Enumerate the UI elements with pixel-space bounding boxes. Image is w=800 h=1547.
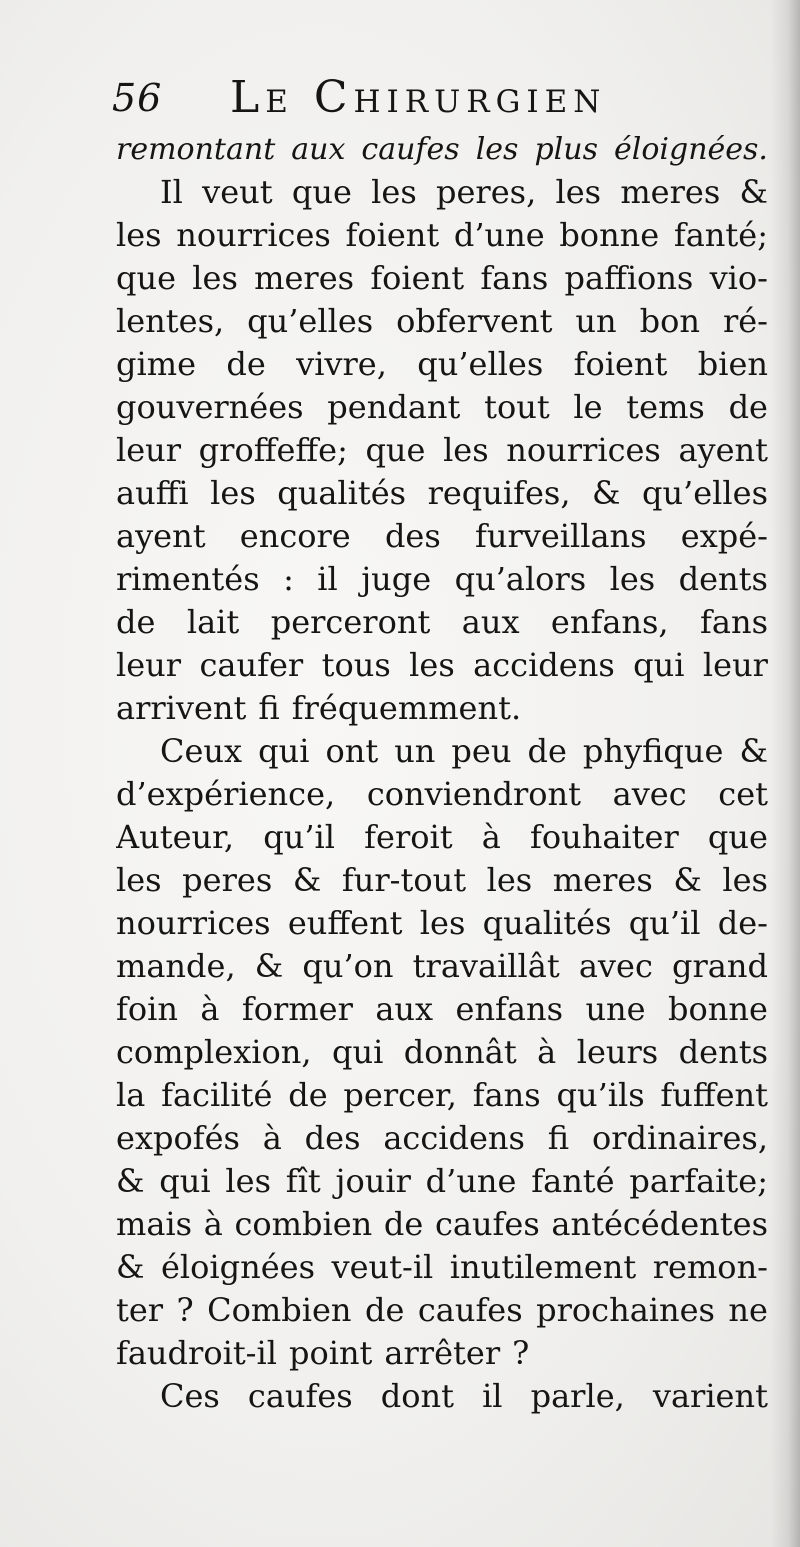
word: bon: [639, 302, 700, 340]
word: feroit: [364, 818, 453, 856]
word: caufes: [361, 132, 460, 167]
word: les: [609, 560, 656, 598]
word: que: [291, 173, 352, 211]
word: tous: [321, 646, 391, 684]
text-line: [116, 1031, 768, 1074]
word: qui: [633, 646, 685, 684]
word: complexion,: [116, 1033, 312, 1071]
word: un: [394, 732, 436, 770]
word: arrivent: [116, 689, 247, 727]
word: percer,: [343, 1076, 457, 1114]
text-line: [116, 1117, 768, 1160]
word: Ceux: [160, 732, 243, 770]
word: qu’ils: [556, 1076, 645, 1114]
word: aux: [375, 990, 434, 1028]
word: les: [371, 173, 417, 211]
word: mais: [116, 1205, 193, 1243]
word: facilité: [161, 1076, 273, 1114]
text-line: [116, 128, 768, 171]
word: vivre,: [296, 345, 387, 383]
text-line: [116, 730, 768, 773]
word: d’expérience,: [116, 775, 336, 813]
word: les: [116, 216, 162, 254]
word: fur-tout: [341, 861, 467, 899]
word: ter: [116, 1291, 164, 1329]
word: tems: [626, 388, 705, 426]
word: ?: [176, 1291, 194, 1329]
word: bonne: [559, 216, 660, 254]
word: peres,: [435, 173, 537, 211]
word: fans: [700, 603, 768, 641]
text-line: [116, 1289, 768, 1332]
word: il: [317, 560, 338, 598]
word: peres: [182, 861, 273, 899]
word: foin: [116, 990, 178, 1028]
word: leurs: [576, 1033, 659, 1071]
word: caufes: [417, 1291, 523, 1329]
word: dont: [380, 1377, 454, 1415]
word: obfervent: [396, 302, 553, 340]
word: les: [722, 861, 768, 899]
word: les: [225, 1162, 271, 1200]
word: qu’elles: [247, 302, 374, 340]
word: leur: [116, 646, 182, 684]
word: de: [728, 388, 768, 426]
word: les: [443, 431, 489, 469]
word: ré-: [722, 302, 768, 340]
word: avec: [612, 775, 687, 813]
word: nourrices: [176, 216, 331, 254]
word: travaillât: [412, 947, 560, 985]
word: antécédentes: [551, 1205, 768, 1243]
word: &: [292, 861, 322, 899]
word: qu’il: [628, 904, 701, 942]
word: une: [585, 990, 646, 1028]
word: les: [486, 861, 533, 899]
word: à: [200, 990, 220, 1028]
word: fans: [480, 259, 549, 297]
word: &: [116, 1162, 145, 1200]
text-line: [116, 515, 768, 558]
word: qui: [258, 732, 310, 770]
word: meres: [552, 861, 653, 899]
word: caufer: [199, 646, 304, 684]
word: fouhaiter: [530, 818, 679, 856]
running-title: Le Chirurgien: [230, 72, 607, 123]
word: fanté;: [673, 216, 768, 254]
word: furveillans: [474, 517, 647, 555]
word: de: [364, 1291, 405, 1329]
word: caufes: [434, 1205, 540, 1243]
body-text: [116, 128, 768, 1418]
word: plus: [534, 132, 598, 167]
word: jouir: [335, 1162, 411, 1200]
word: juge: [361, 560, 432, 598]
word: euffent: [287, 904, 403, 942]
word: pendant: [327, 388, 461, 426]
word: des: [304, 1119, 361, 1157]
text-line: [116, 644, 768, 687]
word: à: [481, 818, 501, 856]
word: faudroit-il: [116, 1334, 277, 1372]
page-number: 56: [112, 76, 163, 120]
word: qualités: [277, 474, 407, 512]
word: le: [573, 388, 603, 426]
word: éloignées: [160, 1248, 316, 1286]
word: gouvernées: [116, 388, 304, 426]
word: bien: [697, 345, 768, 383]
word: qui: [159, 1162, 211, 1200]
word: ont: [325, 732, 379, 770]
word: fans: [472, 1076, 541, 1114]
word: des: [384, 517, 441, 555]
word: encore: [239, 517, 351, 555]
word: fanté: [531, 1162, 615, 1200]
word: remon-: [652, 1248, 768, 1286]
word: &: [673, 861, 702, 899]
word: les: [210, 474, 256, 512]
text-line: [116, 300, 768, 343]
word: foient: [370, 259, 465, 297]
word: qu’alors: [454, 560, 587, 598]
word: qu’elles: [641, 474, 768, 512]
word: expé-: [680, 517, 768, 555]
word: qu’on: [302, 947, 394, 985]
word: fréquemment.: [291, 689, 522, 727]
word: Ces: [160, 1377, 220, 1415]
text-line: [116, 214, 768, 257]
word: de-: [717, 904, 768, 942]
word: il: [482, 1377, 503, 1415]
word: enfans: [455, 990, 563, 1028]
word: veut-il: [331, 1248, 434, 1286]
word: à: [262, 1119, 282, 1157]
word: que: [116, 259, 177, 297]
word: peu: [451, 732, 512, 770]
word: lentes,: [116, 302, 225, 340]
word: de: [383, 1205, 424, 1243]
word: de: [226, 345, 266, 383]
word: les: [419, 904, 466, 942]
word: aux: [461, 603, 520, 641]
word: requifes,: [427, 474, 571, 512]
word: parle,: [530, 1377, 625, 1415]
text-line: [116, 171, 768, 214]
word: avec: [578, 947, 653, 985]
word: nourrices: [116, 904, 271, 942]
text-line: [116, 1246, 768, 1289]
word: varient: [652, 1377, 768, 1415]
text-line: [116, 601, 768, 644]
word: dents: [678, 560, 768, 598]
text-line: [116, 945, 768, 988]
word: ordinaires,: [591, 1119, 768, 1157]
word: mande,: [116, 947, 236, 985]
word: cet: [718, 775, 768, 813]
word: les: [116, 861, 162, 899]
word: ayent: [678, 431, 768, 469]
word: Auteur,: [116, 818, 235, 856]
word: vio-: [709, 259, 768, 297]
word: parfaite;: [629, 1162, 768, 1200]
word: auffi: [116, 474, 189, 512]
word: leur: [702, 646, 768, 684]
word: perceront: [270, 603, 431, 641]
word: qui: [331, 1033, 384, 1071]
word: &: [739, 173, 768, 211]
word: fi: [547, 1119, 570, 1157]
word: aux: [291, 132, 346, 167]
word: prochaines: [536, 1291, 715, 1329]
word: accidens: [383, 1119, 525, 1157]
word: expofés: [116, 1119, 240, 1157]
word: Il: [160, 173, 183, 211]
word: qu’elles: [417, 345, 544, 383]
text-line: [116, 257, 768, 300]
word: de: [288, 1076, 328, 1114]
word: la: [116, 1076, 146, 1114]
word: qualités: [482, 904, 612, 942]
word: tout: [484, 388, 550, 426]
word: ne: [728, 1291, 768, 1329]
word: que: [707, 818, 768, 856]
text-line: [116, 386, 768, 429]
word: qu’il: [263, 818, 335, 856]
text-line: [116, 1375, 768, 1418]
word: ?: [512, 1334, 530, 1372]
word: que: [365, 431, 426, 469]
word: un: [575, 302, 617, 340]
word: :: [283, 560, 294, 598]
word: fuffent: [660, 1076, 768, 1114]
word: combien: [234, 1205, 373, 1243]
word: meres: [254, 259, 355, 297]
text-line: [116, 472, 768, 515]
word: éloignées.: [614, 132, 768, 167]
word: arrêter: [384, 1334, 501, 1372]
word: nourrices: [506, 431, 661, 469]
word: les: [555, 173, 602, 211]
word: conviendront: [366, 775, 581, 813]
word: foient: [573, 345, 668, 383]
text-line: [116, 1074, 768, 1117]
word: fi: [258, 689, 280, 727]
word: de: [527, 732, 567, 770]
word: d’une: [425, 1162, 517, 1200]
word: à: [537, 1033, 557, 1071]
text-line: [116, 902, 768, 945]
text-line: [116, 687, 768, 730]
word: inutilement: [449, 1248, 637, 1286]
text-line: [116, 859, 768, 902]
word: &: [116, 1248, 145, 1286]
word: bonne: [668, 990, 768, 1028]
word: &: [739, 732, 768, 770]
page-edge-shadow: [770, 0, 800, 1547]
word: meres: [620, 173, 721, 211]
text-line: [116, 773, 768, 816]
word: les: [192, 259, 238, 297]
text-line: [116, 816, 768, 859]
word: groffeffe;: [198, 431, 348, 469]
word: Combien: [207, 1291, 352, 1329]
word: dents: [678, 1033, 768, 1071]
text-line: [116, 1160, 768, 1203]
word: donnât: [403, 1033, 517, 1071]
word: &: [254, 947, 284, 985]
word: foient: [345, 216, 440, 254]
text-line: [116, 558, 768, 601]
word: phyfique: [582, 732, 724, 770]
word: rimentés: [116, 560, 260, 598]
word: d’une: [453, 216, 545, 254]
text-line: [116, 988, 768, 1031]
word: à: [203, 1205, 223, 1243]
word: fît: [285, 1162, 321, 1200]
word: leur: [116, 431, 182, 469]
text-line: [116, 429, 768, 472]
word: grand: [672, 947, 768, 985]
word: remontant: [116, 132, 276, 167]
page-header: [112, 72, 652, 128]
word: les: [409, 646, 455, 684]
word: accidens: [473, 646, 615, 684]
word: ayent: [116, 517, 206, 555]
word: gime: [116, 345, 196, 383]
word: paffions: [564, 259, 694, 297]
text-line: [116, 1203, 768, 1246]
word: &: [591, 474, 621, 512]
word: lait: [186, 603, 240, 641]
word: de: [116, 603, 156, 641]
word: former: [241, 990, 353, 1028]
text-line: [116, 343, 768, 386]
word: veut: [202, 173, 273, 211]
word: enfans,: [550, 603, 669, 641]
word: les: [475, 132, 519, 167]
word: point: [288, 1334, 373, 1372]
word: caufes: [247, 1377, 353, 1415]
text-line: [116, 1332, 768, 1375]
